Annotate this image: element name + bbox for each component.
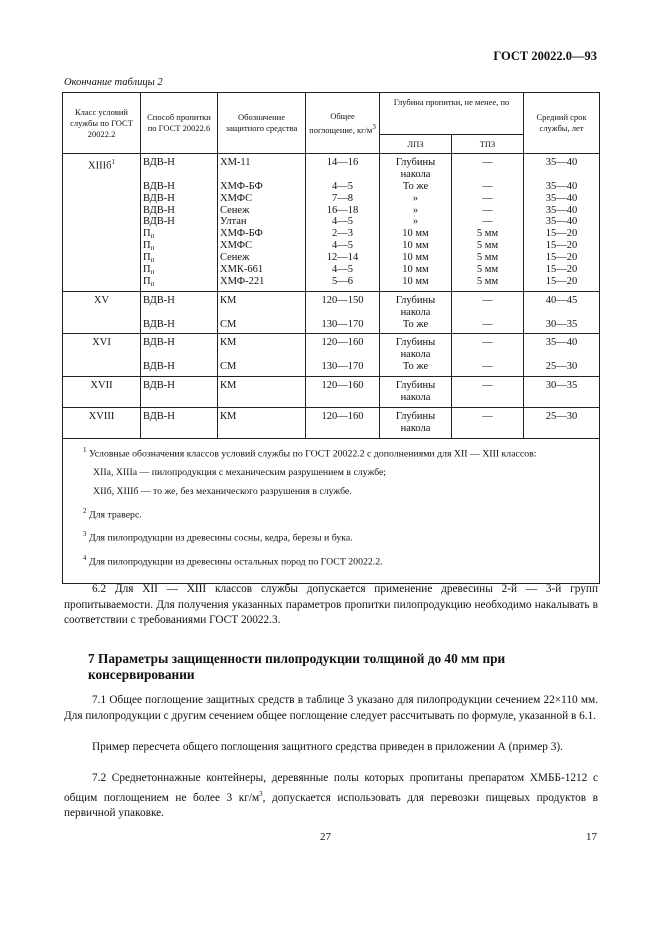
cell-lpz: Глубины накола bbox=[380, 407, 452, 438]
table-note: $^1$ Условные обозначения классов условий службы по ГОСТ 20022.2 с дополнениями для XII — XIII классов: bbox=[83, 445, 537, 459]
header-absorption: Общее поглощение, $кг/м^3$ bbox=[306, 93, 380, 154]
cell-method: ВДВ-Н bbox=[141, 407, 218, 438]
table-group-row bbox=[63, 407, 600, 438]
cell-tpz: — bbox=[452, 407, 524, 438]
section-7-heading: 7 Параметры защищенности пилопродукции толщиной до 40 мм при консервировании bbox=[88, 651, 506, 682]
cell-life: 35—40 35—40 35—40 35—40 35—40 15—20 15—20 15—20 15—20 15—20 bbox=[524, 154, 600, 292]
header-lpz: ЛПЗ bbox=[380, 135, 452, 154]
table-group-row bbox=[63, 377, 600, 408]
page-number-right: 17 bbox=[586, 831, 597, 843]
table-group-row bbox=[63, 334, 600, 377]
paragraph-7-1-example: Пример пересчета общего поглощения защитного средства приведен в приложении А (пример 3). bbox=[92, 741, 564, 753]
cell-method: ВДВ-Н ВДВ-Н ВДВ-Н ВДВ-Н ВДВ-Н $П_п$ $П_п$ $П_п$ $П_п$ $П_п$ bbox=[141, 154, 218, 292]
cell-absorption: 120—160 bbox=[306, 407, 380, 438]
table-note: XIIб, XIIIб — то же, без механического разрушения в службе. bbox=[93, 485, 352, 497]
cell-life: 35—40 25—30 bbox=[524, 334, 600, 377]
paragraph-7-2: 7.2 Среднетоннажные контейнеры, деревянные полы которых пропитаны препаратом ХМББ-1212 с общим поглощением не более 3 $кг/м^3$, допускается использовать для перевозки пищевых продуктов в первичной упаковке. bbox=[64, 772, 599, 819]
cell-tpz: — bbox=[452, 377, 524, 408]
header-tpz: ТПЗ bbox=[452, 135, 524, 154]
table-note: $^3$ Для пилопродукции из древесины сосны, кедра, березы и бука. bbox=[83, 530, 353, 544]
cell-tpz: — — bbox=[452, 334, 524, 377]
cell-absorption: 120—160 bbox=[306, 377, 380, 408]
cell-agent: ХМ-11 ХМФ-БФ ХМФС Сенеж Ултан ХМФ-БФ ХМФС Сенеж ХМК-661 ХМФ-221 bbox=[218, 154, 306, 292]
cell-lpz: Глубины накола То же bbox=[380, 291, 452, 334]
cell-life: 30—35 bbox=[524, 377, 600, 408]
header-service-life: Средний срок службы, лет bbox=[524, 93, 600, 154]
cell-agent: КМ СМ bbox=[218, 291, 306, 334]
paragraph-6-2: 6.2 Для XII — XIII классов службы допускается применение древесины 2-й — 3-й групп пропитываемости. Для получения указанных параметров пропитки пилопродукцию необходимо накалывать в соответствии с требованиями ГОСТ 20022.3. bbox=[64, 583, 598, 626]
page-number-center: 27 bbox=[320, 831, 331, 843]
cell-absorption: 120—150 130—170 bbox=[306, 291, 380, 334]
header-method: Способ пропитки по ГОСТ 20022.6 bbox=[141, 93, 218, 154]
header-class: Класс условий службы по ГОСТ 20022.2 bbox=[63, 93, 141, 154]
cell-tpz: — — bbox=[452, 291, 524, 334]
cell-life: 25—30 bbox=[524, 407, 600, 438]
table-note: $^4$ Для пилопродукции из древесины остальных пород по ГОСТ 20022.2. bbox=[83, 553, 383, 567]
header-depth-group: Глубина пропитки, не менее, по bbox=[380, 93, 524, 135]
cell-class: XVIII bbox=[63, 407, 141, 438]
cell-class: XVII bbox=[63, 377, 141, 408]
cell-absorption: 120—160 130—170 bbox=[306, 334, 380, 377]
table-caption: Окончание таблицы 2 bbox=[64, 77, 163, 88]
cell-class: XV bbox=[63, 291, 141, 334]
cell-agent: КМ bbox=[218, 407, 306, 438]
cell-lpz: Глубины накола То же bbox=[380, 334, 452, 377]
table-group-row bbox=[63, 291, 600, 334]
cell-lpz: Глубины накола bbox=[380, 377, 452, 408]
cell-agent: КМ bbox=[218, 377, 306, 408]
cell-method: ВДВ-Н ВДВ-Н bbox=[141, 334, 218, 377]
cell-tpz: — — — — — 5 мм 5 мм 5 мм 5 мм 5 мм bbox=[452, 154, 524, 292]
table-note: $^2$ Для траверс. bbox=[83, 506, 142, 521]
document-code: ГОСТ 20022.0—93 bbox=[493, 49, 597, 63]
cell-life: 40—45 30—35 bbox=[524, 291, 600, 334]
cell-method: ВДВ-Н bbox=[141, 377, 218, 408]
table-note: XIIа, XIIIа — пилопродукция с механическим разрушением в службе; bbox=[93, 466, 387, 478]
paragraph-7-1: 7.1 Общее поглощение защитных средств в таблице 3 указано для пилопродукции сечением 22×110 мм. Для пилопродукции с другим сечением общее поглощение следует рассчитывать по формуле, указанной в 6.1. bbox=[64, 694, 598, 722]
cell-agent: КМ СМ bbox=[218, 334, 306, 377]
cell-class: XIIIб$^1$ bbox=[63, 154, 141, 292]
cell-absorption: 14—16 4—5 7—8 16—18 4—5 2—3 4—5 12—14 4—5 5—6 bbox=[306, 154, 380, 292]
header-agent: Обозначение защитного средства bbox=[218, 93, 306, 154]
cell-method: ВДВ-Н ВДВ-Н bbox=[141, 291, 218, 334]
table-notes bbox=[63, 438, 600, 583]
cell-class: XVI bbox=[63, 334, 141, 377]
data-table bbox=[62, 92, 600, 584]
table-group-row bbox=[63, 154, 600, 292]
cell-lpz: Глубины накола То же » » » 10 мм 10 мм 10 мм 10 мм 10 мм bbox=[380, 154, 452, 292]
